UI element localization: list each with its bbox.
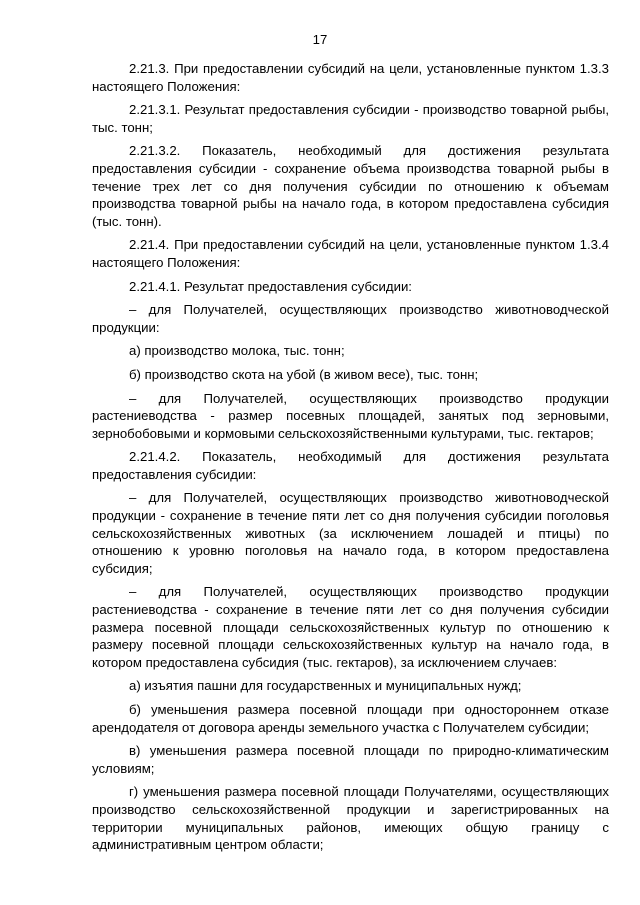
paragraph: – для Получателей, осуществляющих производство продукции растениеводства - размер посевных площадей, занятых под зерновыми, зернобобовыми и кормовыми сельскохозяйственными культурами, тыс. гектаров; bbox=[92, 390, 609, 441]
page-number: 17 bbox=[312, 32, 328, 47]
paragraph: б) производство скота на убой (в живом весе), тыс. тонн; bbox=[129, 366, 479, 382]
paragraph: 2.21.3. При предоставлении субсидий на цели, установленные пунктом 1.3.3 настоящего Положения: bbox=[92, 61, 609, 94]
paragraph: 2.21.4. При предоставлении субсидий на цели, установленные пунктом 1.3.4 настоящего Положения: bbox=[92, 237, 609, 270]
paragraph: 2.21.4.2. Показатель, необходимый для достижения результата предоставления субсидии: bbox=[92, 449, 609, 482]
document-body bbox=[92, 60, 609, 860]
paragraph: г) уменьшения размера посевной площади Получателями, осуществляющих производство сельскохозяйственной продукции и зарегистрированных на территории муниципальных районов, имеющих общую границу с административным центром области; bbox=[92, 784, 609, 853]
paragraph: 2.21.3.2. Показатель, необходимый для достижения результата предоставления субсидии - сохранение объема производства товарной рыбы в течение трех лет со дня получения субсидии по отношению к объемам производства товарной рыбы на начало года, в котором предоставлена субсидия (тыс. тонн). bbox=[92, 143, 609, 229]
paragraph: – для Получателей, осуществляющих производство продукции растениеводства - сохранение в течение пяти лет со дня получения субсидии размера посевной площади сельскохозяйственных культур по отношению к размеру посевной площади сельскохозяйственных культур на начало года, в котором предоставлена субсидия (тыс. гектаров), за исключением случаев: bbox=[92, 584, 609, 670]
paragraph: 2.21.3.1. Результат предоставления субсидии - производство товарной рыбы, тыс. тонн; bbox=[92, 102, 609, 135]
paragraph: а) производство молока, тыс. тонн; bbox=[129, 343, 345, 359]
paragraph: – для Получателей, осуществляющих производство животноводческой продукции: bbox=[92, 302, 609, 335]
paragraph: 2.21.4.1. Результат предоставления субсидии: bbox=[129, 278, 412, 294]
paragraph: б) уменьшения размера посевной площади при одностороннем отказе арендодателя от договора аренды земельного участка с Получателем субсидии; bbox=[92, 702, 609, 735]
paragraph: – для Получателей, осуществляющих производство животноводческой продукции - сохранение в течение пяти лет со дня получения субсидии поголовья сельскохозяйственных животных (за исключением лошадей и птицы) по отношению к уровню поголовья на начало года, в котором предоставлена субсидия; bbox=[92, 490, 609, 576]
paragraph: в) уменьшения размера посевной площади по природно-климатическим условиям; bbox=[92, 743, 609, 776]
paragraph: а) изъятия пашни для государственных и муниципальных нужд; bbox=[129, 678, 522, 694]
